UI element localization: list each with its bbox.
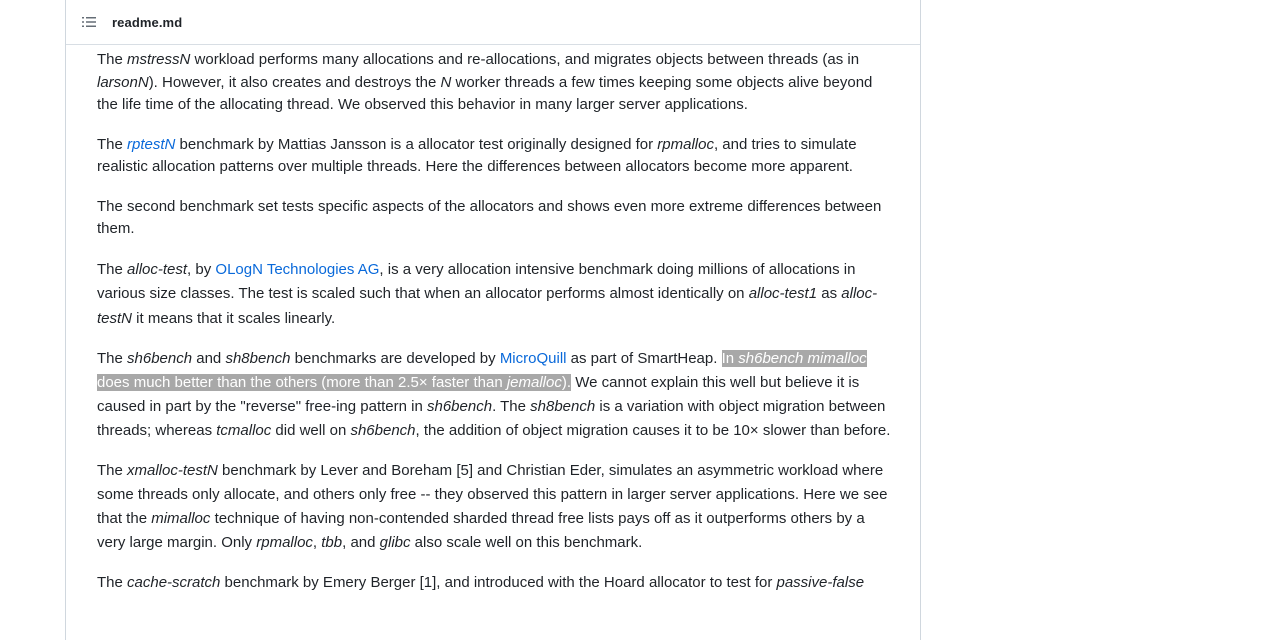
text: , by xyxy=(187,260,216,278)
emphasis: sh6bench xyxy=(738,350,804,367)
text: as part of SmartHeap. xyxy=(566,350,722,367)
emphasis: mimalloc xyxy=(807,350,867,367)
text: as xyxy=(817,285,842,302)
markdown-body xyxy=(97,49,892,611)
emphasis: rpmalloc xyxy=(256,534,313,551)
emphasis: mstressN xyxy=(127,51,191,68)
text: did well on xyxy=(271,422,351,439)
paragraph-rptest xyxy=(97,134,892,179)
paragraph-cache-scratch xyxy=(97,571,892,595)
text: The xyxy=(97,574,128,591)
emphasis: mimalloc xyxy=(151,510,211,527)
emphasis: tcmalloc xyxy=(216,422,272,439)
text: The xyxy=(97,135,128,153)
paragraph-xmalloc xyxy=(97,459,892,555)
text: The xyxy=(97,260,128,278)
emphasis: glibc xyxy=(379,534,411,551)
text: ). xyxy=(561,374,572,391)
emphasis: rpmalloc xyxy=(657,135,714,153)
emphasis: tbb xyxy=(321,534,343,551)
text: benchmark by Emery Berger [1], and introduced with the Hoard allocator to test for xyxy=(220,574,777,591)
text: , and xyxy=(342,534,380,551)
text: and xyxy=(192,350,226,367)
ologn-link[interactable]: OLogN Technologies AG xyxy=(215,260,380,278)
paragraph-mstress xyxy=(97,49,892,117)
emphasis: sh6bench xyxy=(127,350,193,367)
text: ). However, it also creates and destroys the xyxy=(148,73,441,91)
paragraph-alloc-test xyxy=(97,258,892,332)
emphasis: jemalloc xyxy=(506,374,562,391)
emphasis: N xyxy=(440,73,452,91)
text: , is a very allocation intensive benchmark doing millions of allocations in various size classes. The test is scaled such that when an allocator performs almost identically on xyxy=(97,260,856,302)
emphasis: sh6bench xyxy=(350,422,416,439)
text: benchmark by Mattias Jansson is a allocator test originally designed for xyxy=(175,135,658,153)
emphasis: passive-false xyxy=(776,574,865,591)
file-name: readme.md xyxy=(112,14,183,30)
readme-panel xyxy=(65,0,921,640)
text: The xyxy=(97,462,128,479)
rptest-link[interactable]: rptestN xyxy=(127,135,176,153)
text: , xyxy=(312,534,322,551)
text: does much better than the others (more than 2.5× faster than xyxy=(97,374,507,391)
text: . The xyxy=(492,398,531,415)
file-header xyxy=(66,0,920,45)
text: The xyxy=(97,350,128,367)
emphasis: alloc-testN xyxy=(97,285,878,327)
microquill-link[interactable]: MicroQuill xyxy=(499,350,567,367)
text: In xyxy=(721,350,739,367)
emphasis: sh6bench xyxy=(427,398,493,415)
text: We cannot explain this well but believe it is caused in part by the "reverse" free-ing pattern in xyxy=(97,374,860,415)
paragraph-sh6bench xyxy=(97,347,892,443)
text: also scale well on this benchmark. xyxy=(410,534,643,551)
text: The xyxy=(97,51,128,68)
text: benchmarks are developed by xyxy=(290,350,500,367)
text: workload performs many allocations and re-allocations, and migrates objects between threads (as in xyxy=(190,51,860,68)
text: worker threads a few times keeping some objects alive beyond the life time of the allocating thread. We observed this behavior in many larger server applications. xyxy=(97,73,873,113)
emphasis: sh8bench xyxy=(225,350,291,367)
emphasis: cache-scratch xyxy=(127,574,221,591)
emphasis: alloc-test xyxy=(127,260,188,278)
emphasis: larsonN xyxy=(97,73,149,91)
text: benchmark by Lever and Boreham [5] and Christian Eder, simulates an asymmetric workload where some threads only allocate, and others only free -- they observed this pattern in larger server applications. Here we see that the xyxy=(97,462,888,527)
text: it means that it scales linearly. xyxy=(132,309,336,327)
text: , the addition of object migration causes it to be 10× slower than before. xyxy=(415,422,891,439)
text: , and tries to simulate realistic allocation patterns over multiple threads. Here the differences between allocators become more apparent. xyxy=(97,135,857,175)
text: is a variation with object migration between threads; whereas xyxy=(97,398,886,439)
emphasis: alloc-test1 xyxy=(748,285,818,302)
emphasis: xmalloc-testN xyxy=(127,462,218,479)
list-unordered-icon[interactable] xyxy=(81,14,97,30)
text: The second benchmark set tests specific aspects of the allocators and shows even more extreme differences between them. xyxy=(97,197,882,237)
paragraph-second-set xyxy=(97,196,892,241)
emphasis: sh8bench xyxy=(530,398,596,415)
text: technique of having non-contended sharded thread free lists pays off as it outperforms others by a very large margin. Only xyxy=(97,510,865,551)
